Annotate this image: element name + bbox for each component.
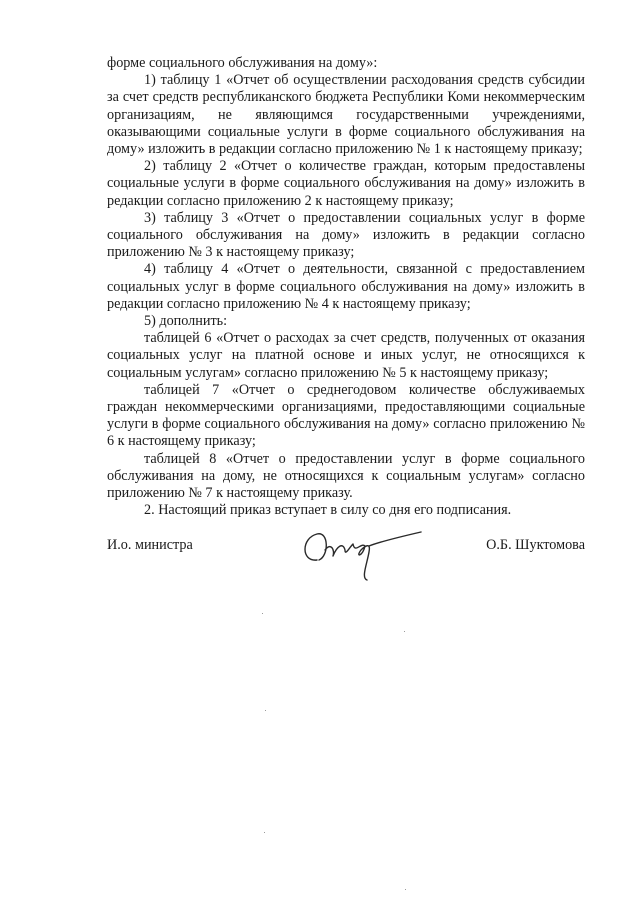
paragraph-continuation: форме социального обслуживания на дому»: xyxy=(107,55,378,71)
paragraph-item-5: 5) дополнить: xyxy=(144,313,228,330)
scan-speck xyxy=(405,889,406,890)
scan-speck xyxy=(262,613,263,614)
document-body xyxy=(107,55,585,519)
paragraph-item-3: 3) таблицу 3 «Отчет о предоставлении социальных услуг в форме социального обслуживания на дому» изложить в редакции согласно приложению № 3 к настоящему приказу; xyxy=(107,209,585,261)
signatory-title: И.о. министра xyxy=(107,537,193,553)
paragraph-effective-date: 2. Настоящий приказ вступает в силу со дня его подписания. xyxy=(144,502,512,519)
paragraph-item-1: 1) таблицу 1 «Отчет об осуществлении расходования средств субсидии за счет средств республиканского бюджета Республики Коми некоммерческим организациям, не являющимся государственными учреждениями, оказывающими социальные услуги в форме социального обслуживания на дому» изложить в редакции согласно приложению № 1 к настоящему приказу; xyxy=(107,72,585,158)
paragraph-table-8: таблицей 8 «Отчет о предоставлении услуг в форме социального обслуживания на дому, не относящихся к социальным услугам» согласно приложению № 7 к настоящему приказу. xyxy=(107,450,585,502)
scan-speck xyxy=(404,631,405,632)
paragraph-item-4: 4) таблицу 4 «Отчет о деятельности, связанной с предоставлением социальных услуг в форме социального обслуживания на дому» изложить в редакции согласно приложению № 4 к настоящему приказу; xyxy=(107,261,585,312)
scan-speck xyxy=(265,710,266,711)
signatory-name: О.Б. Шуктомова xyxy=(486,537,585,553)
paragraph-table-6: таблицей 6 «Отчет о расходах за счет средств, полученных от оказания социальных услуг на платной основе и иных услуг, не относящихся к социальным услугам» согласно приложению № 5 к настоящему приказу; xyxy=(107,330,585,381)
paragraph-item-2: 2) таблицу 2 «Отчет о количестве граждан, которым предоставлены социальные услуги в форме социального обслуживания на дому» изложить в редакции согласно приложению 2 к настоящему приказу; xyxy=(107,158,585,209)
paragraph-table-7: таблицей 7 «Отчет о среднегодовом количестве обслуживаемых граждан некоммерческими организациями, предоставляющими социальные услуги в форме социального обслуживания на дому» согласно приложению № 6 к настоящему приказу; xyxy=(107,381,585,450)
signature-block xyxy=(107,520,585,590)
scan-speck xyxy=(264,832,265,833)
handwritten-signature xyxy=(295,520,425,584)
